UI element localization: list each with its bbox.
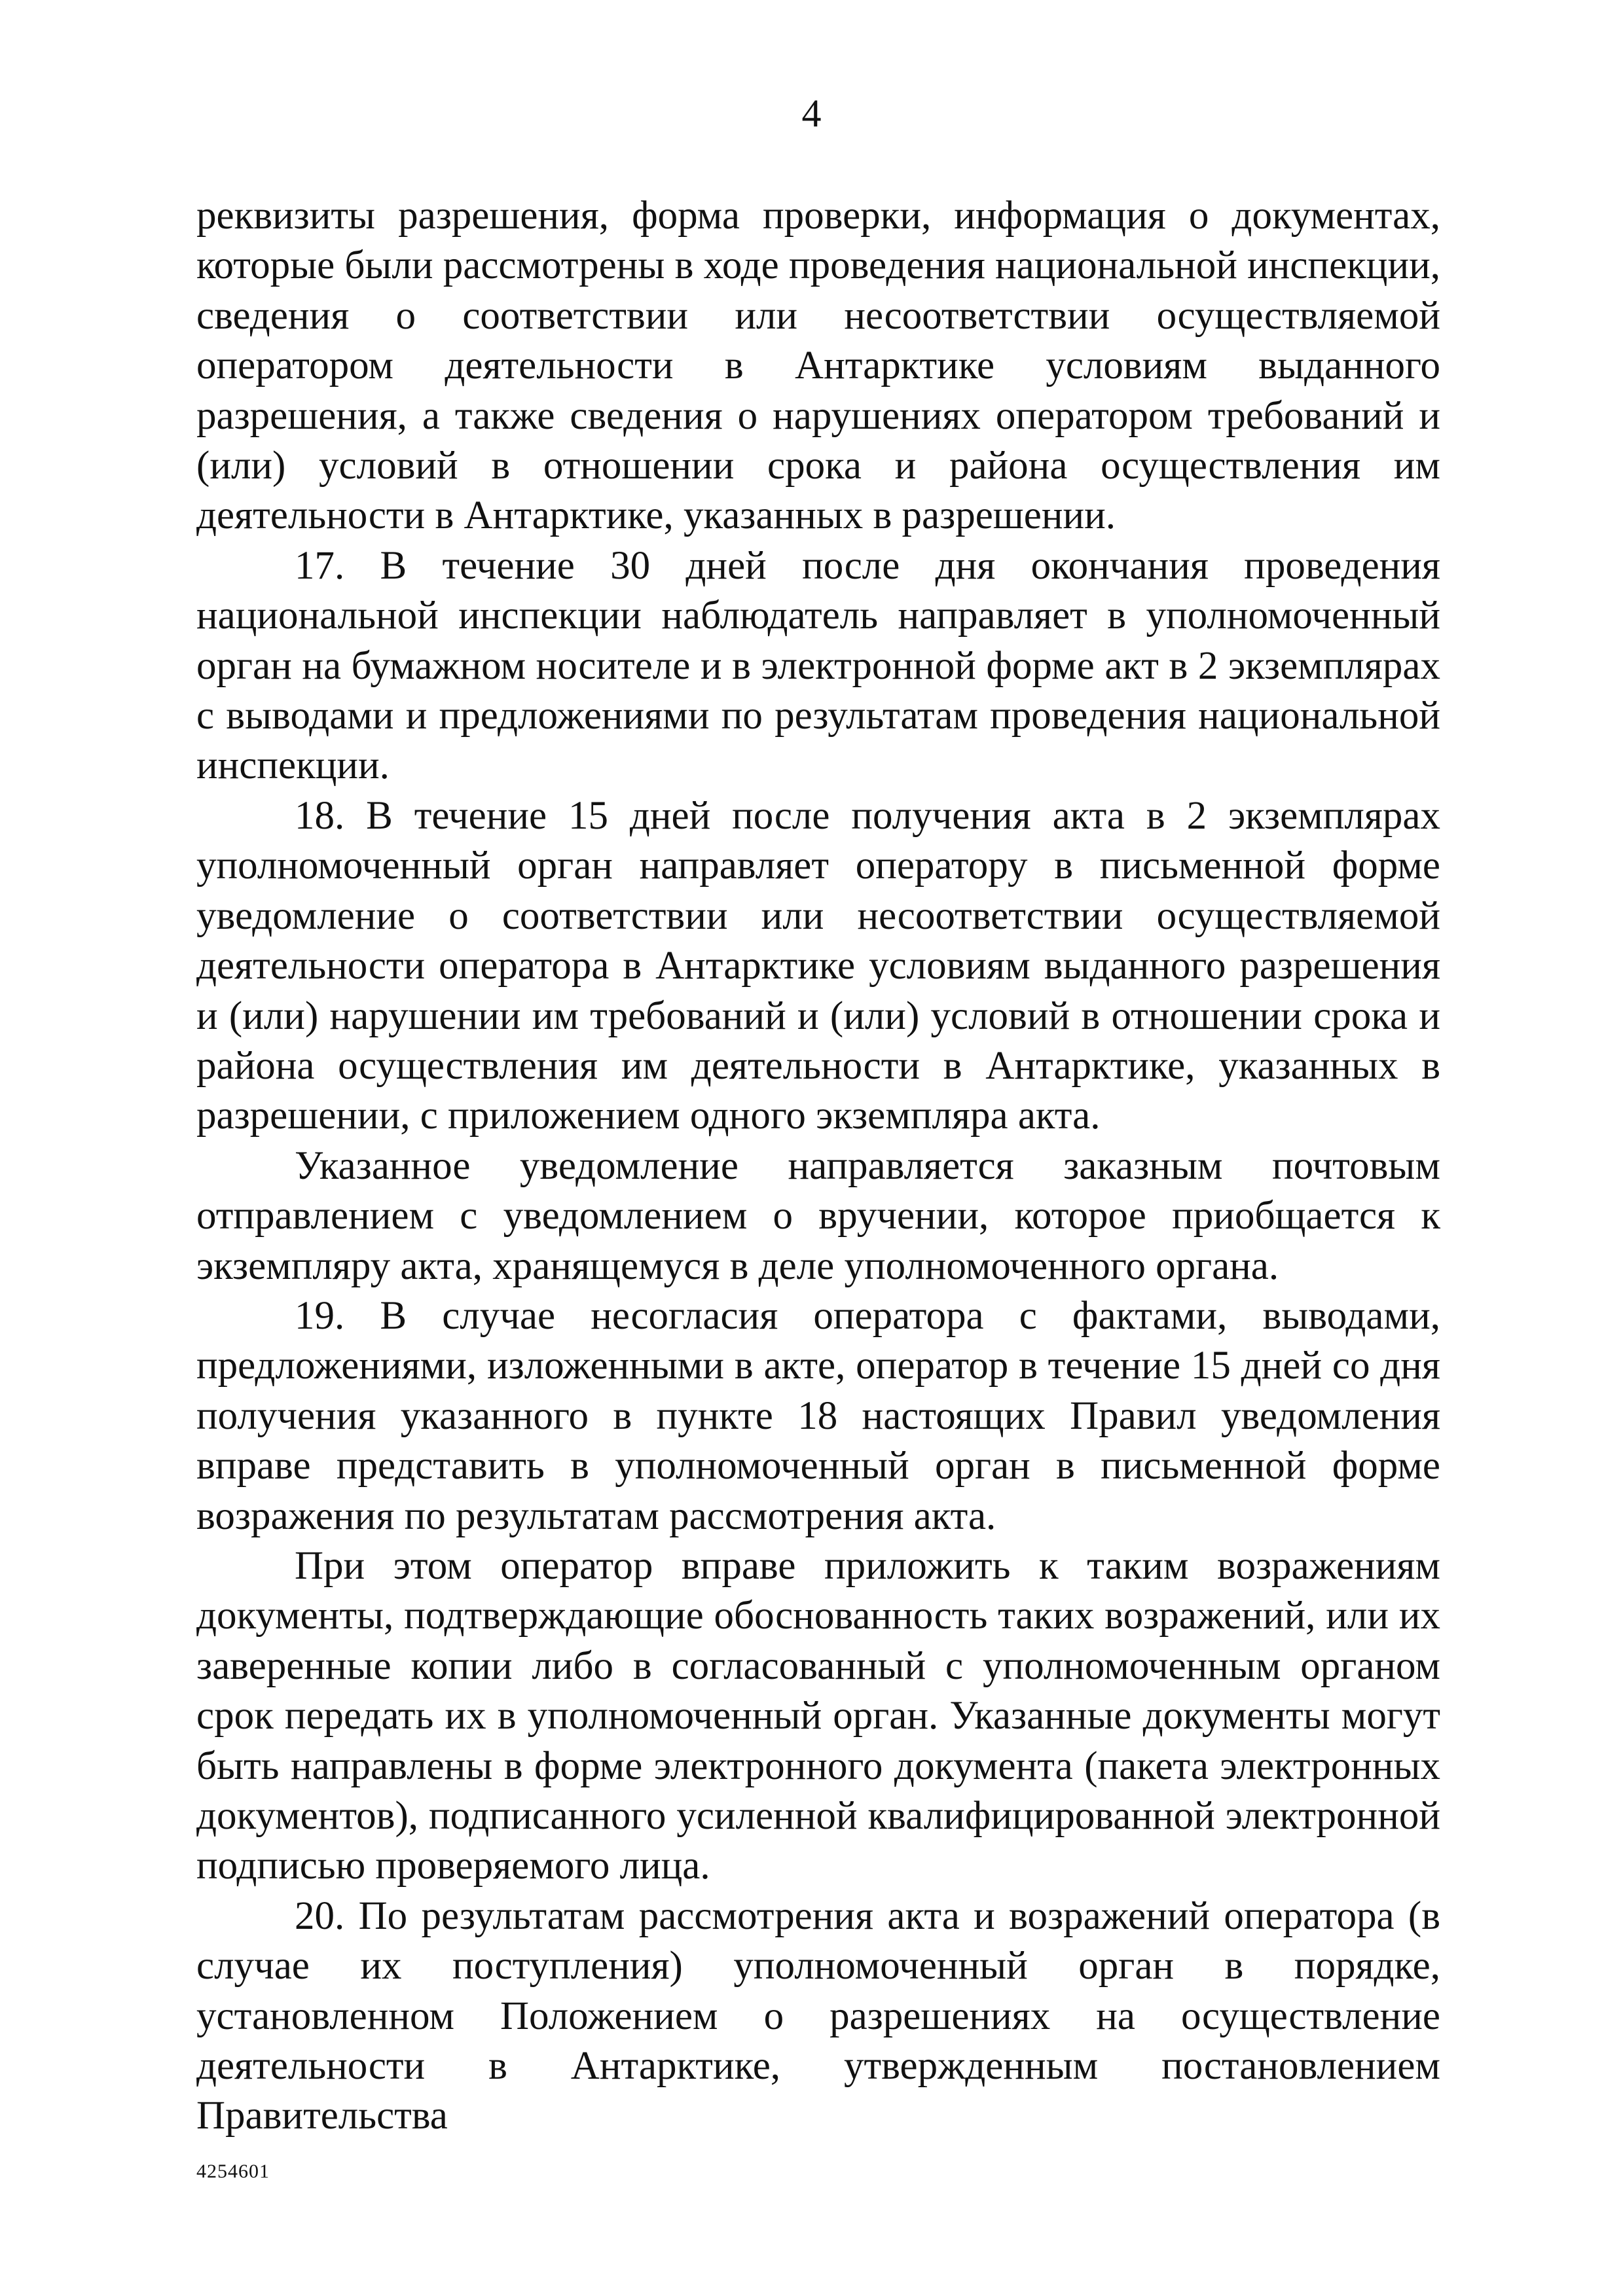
paragraph-item-20: 20. По результатам рассмотрения акта и возражений оператора (в случае их поступления) уполномоченный орган в порядке, установленном Положением о разрешениях на осуществление деятельности в Антарктике, утвержденным постановлением Правительства	[196, 1893, 1440, 2138]
document-body	[196, 191, 1440, 2142]
paragraph-item-17: 17. В течение 30 дней после дня окончания проведения национальной инспекции наблюдатель направляет в уполномоченный орган на бумажном носителе и в электронной форме акт в 2 экземплярах с выводами и предложениями по результатам проведения национальной инспекции.	[196, 543, 1440, 788]
paragraph-item-18: 18. В течение 15 дней после получения акта в 2 экземплярах уполномоченный орган направляет оператору в письменной форме уведомление о соответствии или несоответствии осуществляемой деятельности оператора в Антарктике условиям выданного разрешения и (или) нарушении им требований и (или) условий в отношении срока и района осуществления им деятельности в Антарктике, указанных в разрешении, с приложением одного экземпляра акта.	[196, 793, 1440, 1138]
page-number: 4	[801, 92, 822, 135]
paragraph-continuation: реквизиты разрешения, форма проверки, информация о документах, которые были рассмотрены в ходе проведения национальной инспекции, сведения о соответствии или несоответствии осуществляемой оператором деятельности в Антарктике условиям выданного разрешения, а также сведения о нарушениях оператором требований и (или) условий в отношении срока и района осуществления им деятельности в Антарктике, указанных в разрешении.	[196, 194, 1440, 538]
paragraph-notification: Указанное уведомление направляется заказным почтовым отправлением с уведомлением о вручении, которое приобщается к экземпляру акта, хранящемуся в деле уполномоченного органа.	[196, 1143, 1440, 1288]
paragraph-item-19: 19. В случае несогласия оператора с фактами, выводами, предложениями, изложенными в акте, оператор в течение 15 дней со дня получения указанного в пункте 18 настоящих Правил уведомления вправе представить в уполномоченный орган в письменной форме возражения по результатам рассмотрения акта.	[196, 1293, 1440, 1538]
document-code: 4254601	[196, 2161, 270, 2182]
paragraph-objections: При этом оператор вправе приложить к таким возражениям документы, подтверждающие обоснованность таких возражений, или их заверенные копии либо в согласованный с уполномоченным органом срок передать их в уполномоченный орган. Указанные документы могут быть направлены в форме электронного документа (пакета электронных документов), подписанного усиленной квалифицированной электронной подписью проверяемого лица.	[196, 1543, 1440, 1888]
